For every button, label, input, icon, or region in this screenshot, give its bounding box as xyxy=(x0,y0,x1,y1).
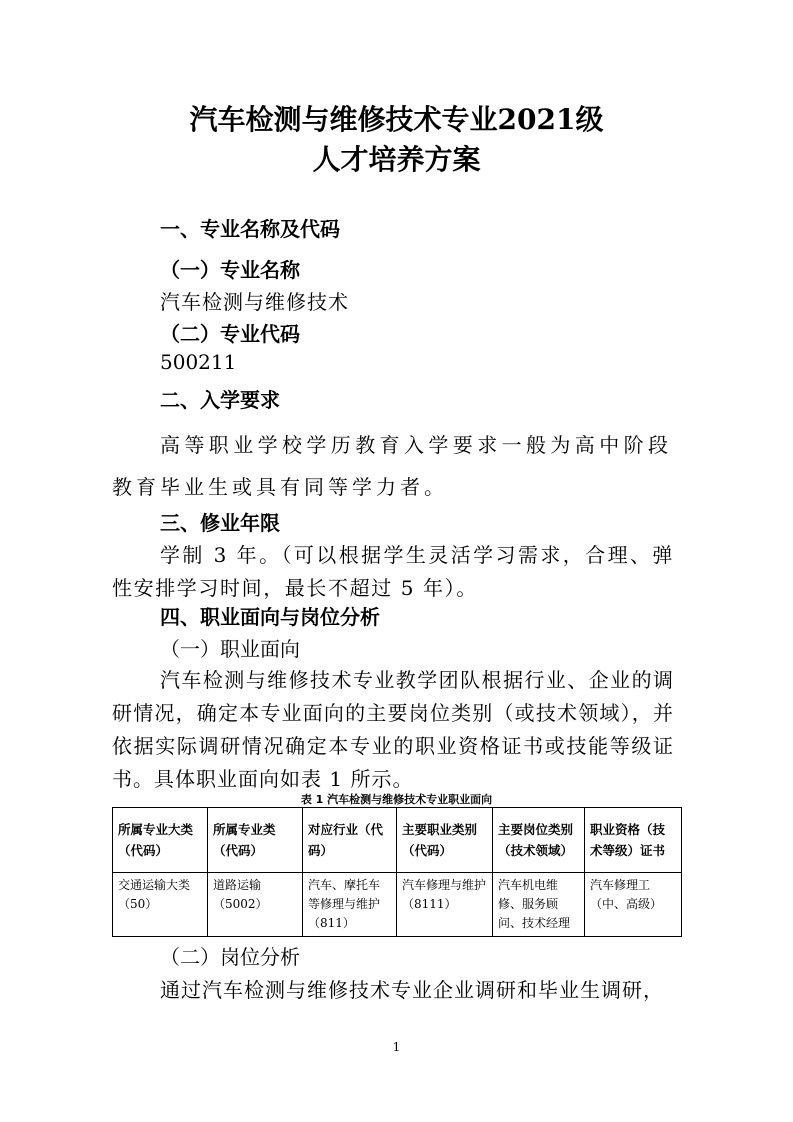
subsection-heading: （一）专业名称 xyxy=(160,258,300,282)
table-cell: 道路运输（5002） xyxy=(208,873,303,937)
paragraph: 通过汽车检测与维修技术专业企业调研和毕业生调研， xyxy=(160,978,664,1002)
subsection-heading: （二）岗位分析 xyxy=(160,945,300,969)
paragraph: 学制 3 年。（可以根据学生灵活学习需求，合理、弹性安排学习时间，最长不超过 5 年）。 xyxy=(112,543,674,600)
table-header-cell: 主要职业类别（代码） xyxy=(397,808,493,873)
table-cell: 汽车修理与维护（8111） xyxy=(397,873,493,937)
table-cell: 交通运输大类（50） xyxy=(113,873,208,937)
table-header-cell: 职业资格（技术等级）证书 xyxy=(585,808,682,873)
table-caption: 表 1 汽车检测与维修技术专业职业面向 xyxy=(300,793,493,806)
table-cell: 汽车修理工（中、高级） xyxy=(585,873,682,937)
table-header-cell: 所属专业类（代码） xyxy=(208,808,303,873)
table-row xyxy=(113,873,682,937)
document-title-line1: 汽车检测与维修技术专业2021级 xyxy=(189,103,604,136)
document-title-line2: 人才培养方案 xyxy=(312,143,481,176)
table-header-row xyxy=(113,808,682,873)
section-heading: 一、专业名称及代码 xyxy=(160,217,340,241)
subsection-heading: （二）专业代码 xyxy=(160,322,300,346)
page-number: 1 xyxy=(392,1040,401,1054)
table-cell: 汽车机电维修、服务顾问、技术经理 xyxy=(493,873,585,937)
section-heading: 二、入学要求 xyxy=(160,388,280,412)
paragraph: 汽车检测与维修技术专业教学团队根据行业、企业的调研情况，确定本专业面向的主要岗位类别（或技术领域），并依据实际调研情况确定本专业的职业资格证书或技能等级证书。具体职业面向如表 1 所示。 xyxy=(112,668,674,791)
table-header-cell: 主要岗位类别（技术领域） xyxy=(493,808,585,873)
section-heading: 三、修业年限 xyxy=(160,511,280,535)
subsection-heading: （一）职业面向 xyxy=(160,637,300,661)
table-header-cell: 所属专业大类（代码） xyxy=(113,808,208,873)
section-heading: 四、职业面向与岗位分析 xyxy=(160,605,380,629)
major-code: 500211 xyxy=(160,350,237,374)
table-cell: 汽车、摩托车等修理与维护（811） xyxy=(303,873,397,937)
major-name: 汽车检测与维修技术 xyxy=(160,290,349,314)
paragraph: 高等职业学校学历教育入学要求一般为高中阶段教育毕业生或具有同等学力者。 xyxy=(112,433,672,499)
table-header-cell: 对应行业（代码） xyxy=(303,808,397,873)
occupation-table xyxy=(112,807,682,937)
